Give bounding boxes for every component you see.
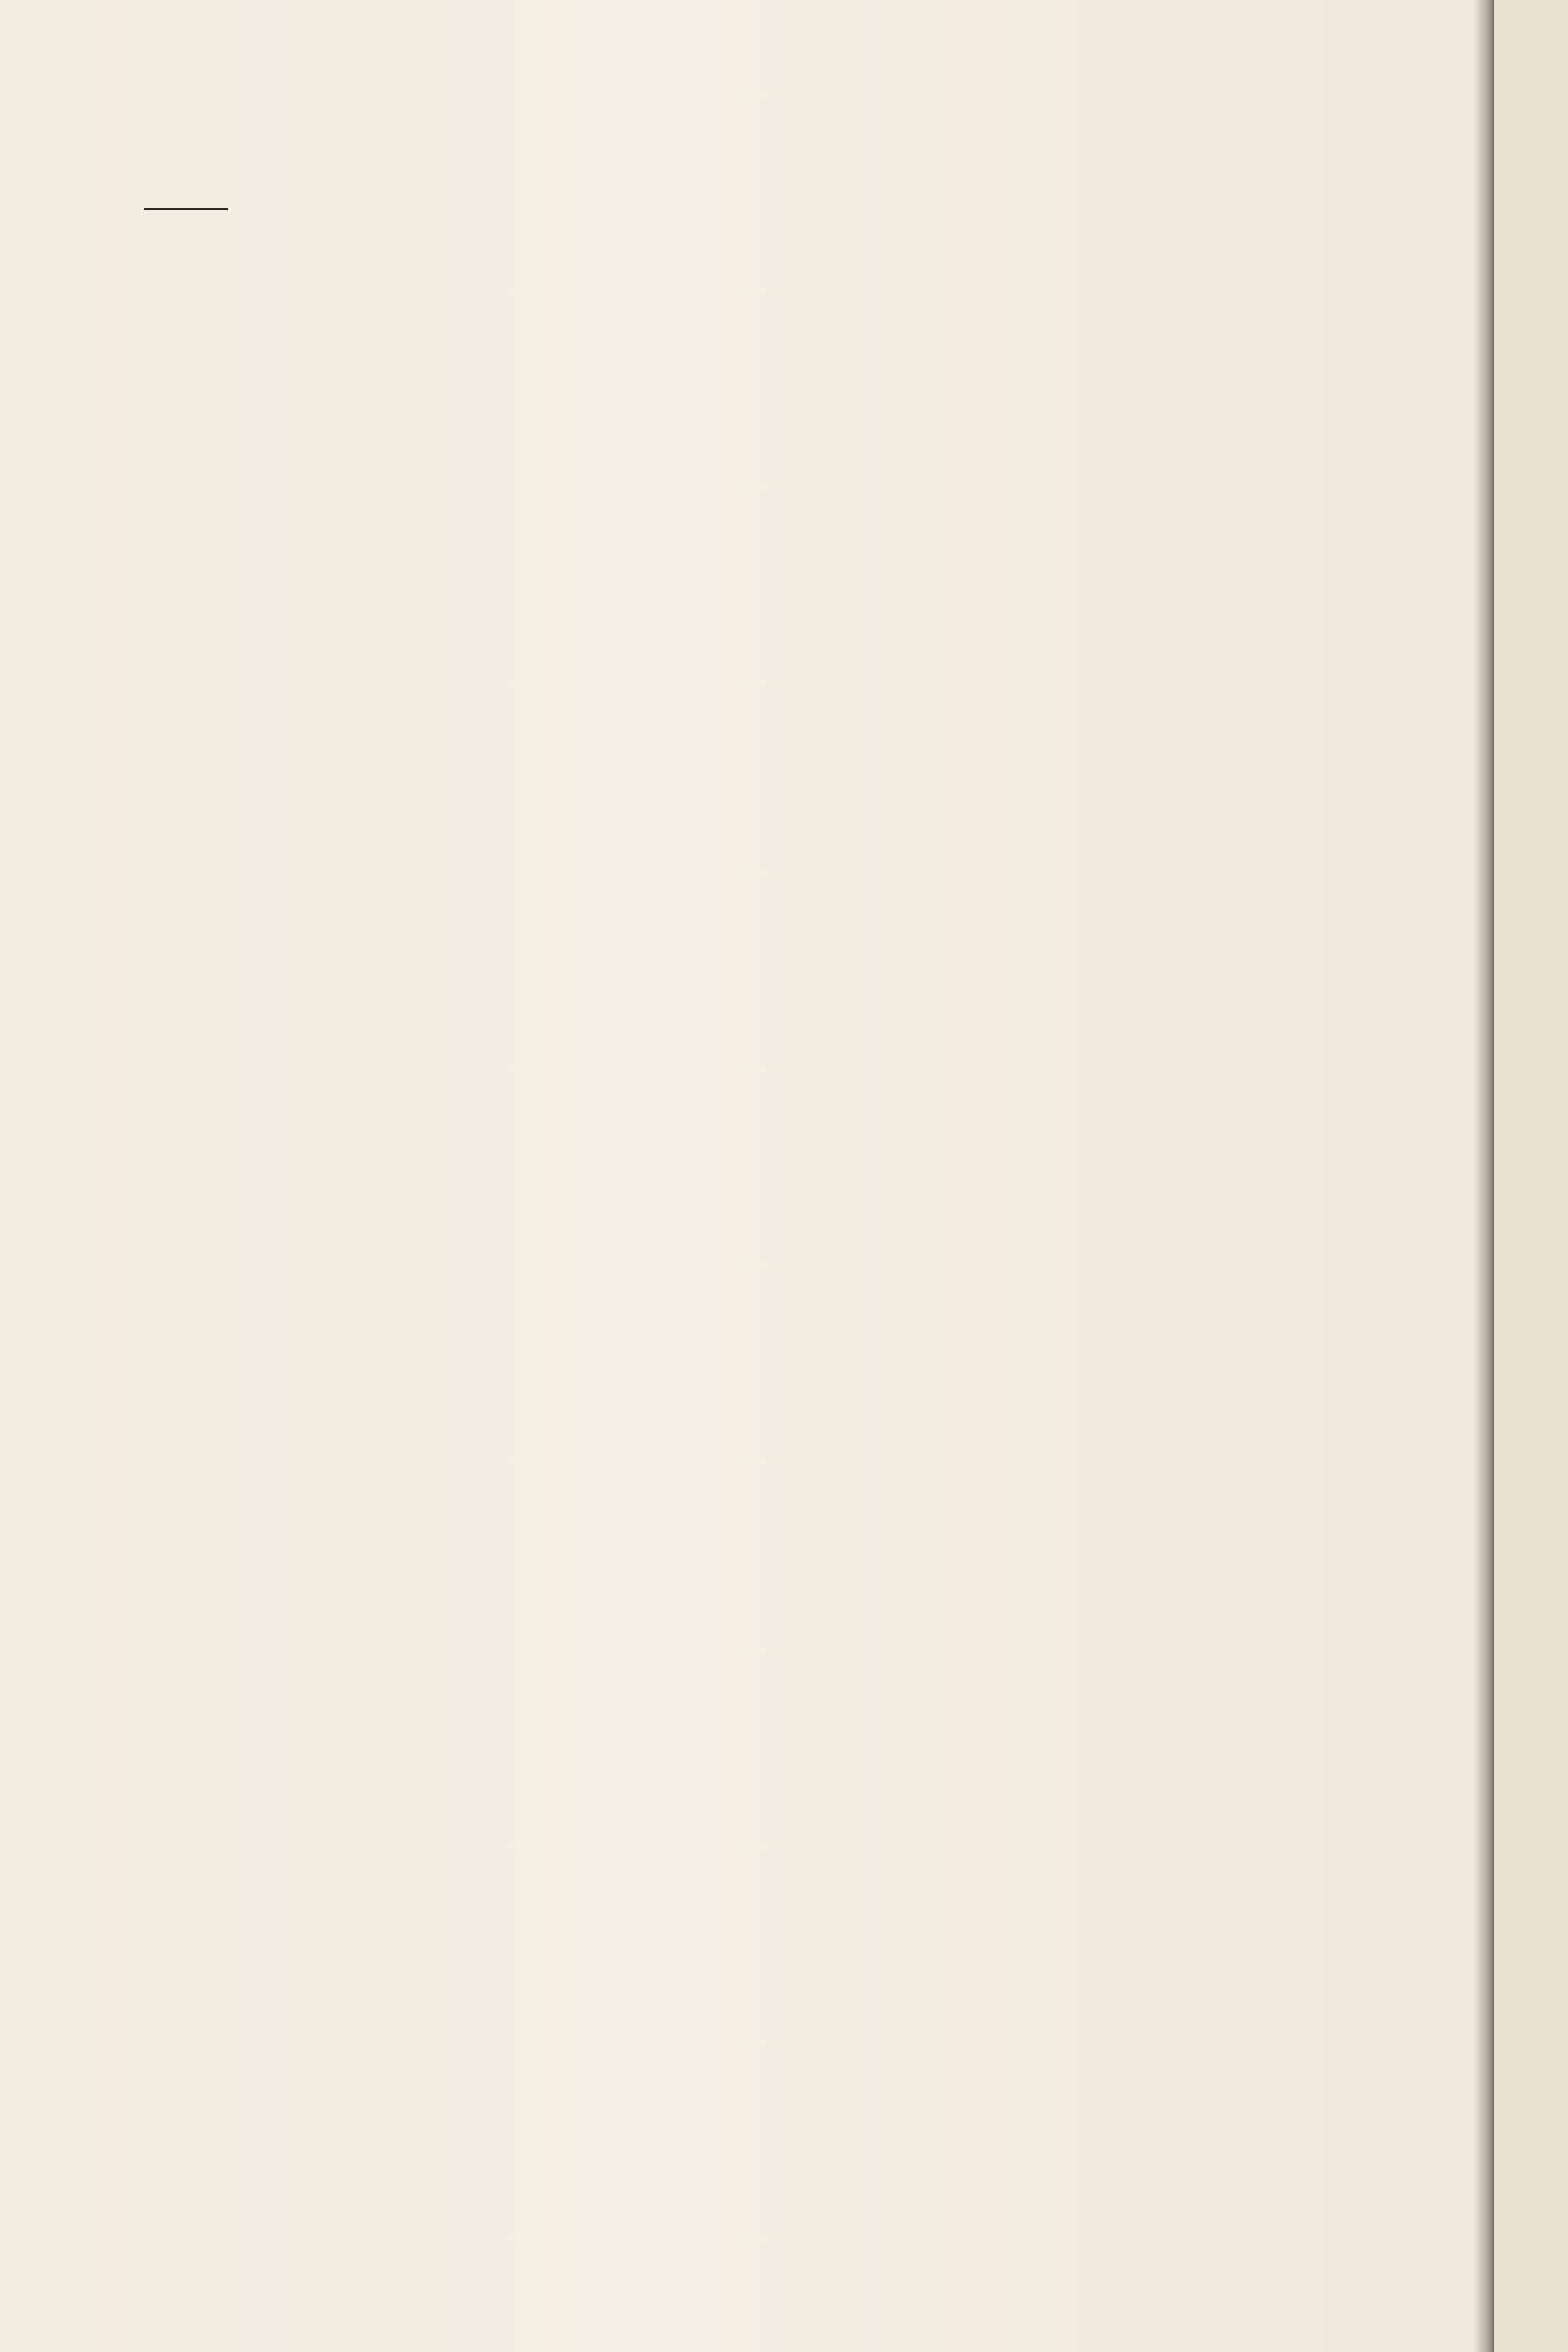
adjacent-page-edge <box>1493 0 1568 2352</box>
header-rule <box>144 208 228 210</box>
anno-christi-left <box>136 208 228 217</box>
page-header <box>0 115 1485 191</box>
